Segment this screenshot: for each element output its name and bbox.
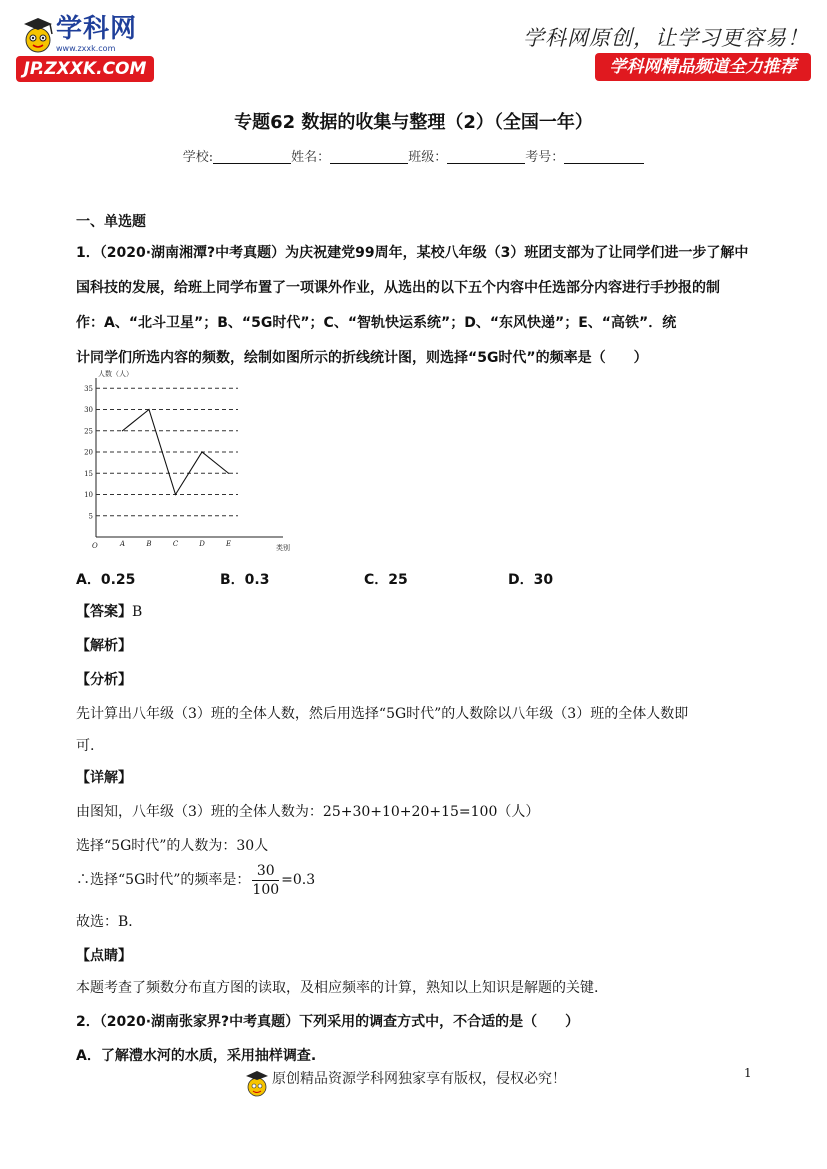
exam-no-label: 考号： [525,150,565,165]
solution-line-2: 选择“5G时代”的人数为：30人 [76,838,269,854]
school-label: 学校: [182,150,214,165]
y-tick-label-30: 30 [84,406,93,414]
class-label: 班级： [408,150,448,165]
x-tick-label-C: C [172,540,179,548]
data-point-D [201,451,202,452]
fenxi-label: 【分析】 [76,672,132,688]
footer-mascot-icon [244,1068,270,1098]
solution-line-3 [76,860,315,900]
school-blank [213,149,291,164]
fenxi-text-1: 先计算出八年级（3）班的全体人数，然后用选择“5G时代”的人数除以八年级（3）班的全体人数即 [76,706,689,722]
logo-text: 学科网 [56,14,138,44]
answer-label: 【答案】 [76,604,132,620]
mascot-icon [18,14,58,54]
answer-line [76,602,142,622]
exam-no-blank [564,149,644,164]
fraction-numerator: 30 [252,862,279,881]
page-title: 专题62 数据的收集与整理（2）（全国一年） [234,112,593,133]
origin-label: O [92,542,98,550]
slogan: 学科网原创，让学习更容易！ [523,26,809,50]
data-point-B [148,409,149,410]
q1-line4: 计同学们所选内容的频数，绘制如图所示的折线统计图，则选择“5G时代”的频率是（ ） [76,350,648,366]
fraction [252,862,279,899]
y-tick-label-5: 5 [88,512,93,521]
question-1 [76,236,756,376]
answer-value: B [132,604,143,620]
x-tick-label-B: B [146,540,152,548]
x-axis-label: 类别 [276,544,290,552]
q1-line1: 1．（2020·湖南湘潭?中考真题）为庆祝建党99周年，某校八年级（3）班团支部为了让同学们进一步了解中 [76,245,749,261]
q1-option-c: C．25 [364,572,408,588]
data-point-E [228,473,229,474]
y-tick-label-15: 15 [84,469,93,478]
q1-option-a: A．0.25 [76,572,136,588]
solution-line-4: 故选：B． [76,914,143,930]
question-2: 2．（2020·湖南张家界?中考真题）下列采用的调查方式中，不合适的是（ ） [76,1014,580,1030]
data-point-C [175,494,176,495]
fenxi-text-2: 可. [76,738,95,754]
class-blank [447,149,525,164]
name-blank [330,149,408,164]
line-chart [78,366,298,556]
y-tick-label-35: 35 [84,384,93,393]
q1-line2: 国科技的发展，给班上同学布置了一项课外作业，从选出的以下五个内容中任选部分内容进行手抄报的制 [76,280,720,296]
channel-badge[interactable]: 学科网精品频道全力推荐 [595,53,811,81]
dianjing-label: 【点睛】 [76,948,132,964]
q2-option-a: A．了解澧水河的水质，采用抽样调查. [76,1048,317,1064]
y-axis-label: 人数（人） [98,370,133,378]
logo-url: www.zxxk.com [56,44,116,53]
dianjing-text: 本题考查了频数分布直方图的读取，及相应频率的计算，熟知以上知识是解题的关键. [76,980,599,996]
analysis-label: 【解析】 [76,638,132,654]
student-info-line [0,146,827,165]
name-label: 姓名： [291,150,331,165]
section-heading: 一、单选题 [76,214,146,230]
y-tick-label-20: 20 [84,448,93,457]
x-tick-label-A: A [119,540,126,548]
q1-option-d: D．30 [508,572,554,588]
fraction-result: =0.3 [281,872,316,888]
data-point-A [122,430,123,431]
solution-line-3-prefix: ∴选择“5G时代”的频率是： [76,872,251,888]
xiangjie-label: 【详解】 [76,770,132,786]
site-url-badge[interactable]: JP.ZXXK.COM [16,56,154,82]
y-tick-label-25: 25 [84,427,93,436]
page-number: 1 [744,1066,752,1080]
x-tick-label-D: D [199,540,205,548]
q1-option-b: B．0.3 [220,572,270,588]
fraction-denominator: 100 [252,881,280,898]
solution-line-1: 由图知，八年级（3）班的全体人数为：25+30+10+20+15=100（人） [76,804,540,820]
q1-line3: 作：A、“北斗卫星”；B、“5G时代”；C、“智轨快运系统”；D、“东风快递”；E、“高铁”．统 [76,315,677,331]
footer-copyright: 原创精品资源学科网独家享有版权，侵权必究！ [272,1071,566,1087]
y-tick-label-10: 10 [84,491,93,499]
x-tick-label-E: E [225,540,232,548]
